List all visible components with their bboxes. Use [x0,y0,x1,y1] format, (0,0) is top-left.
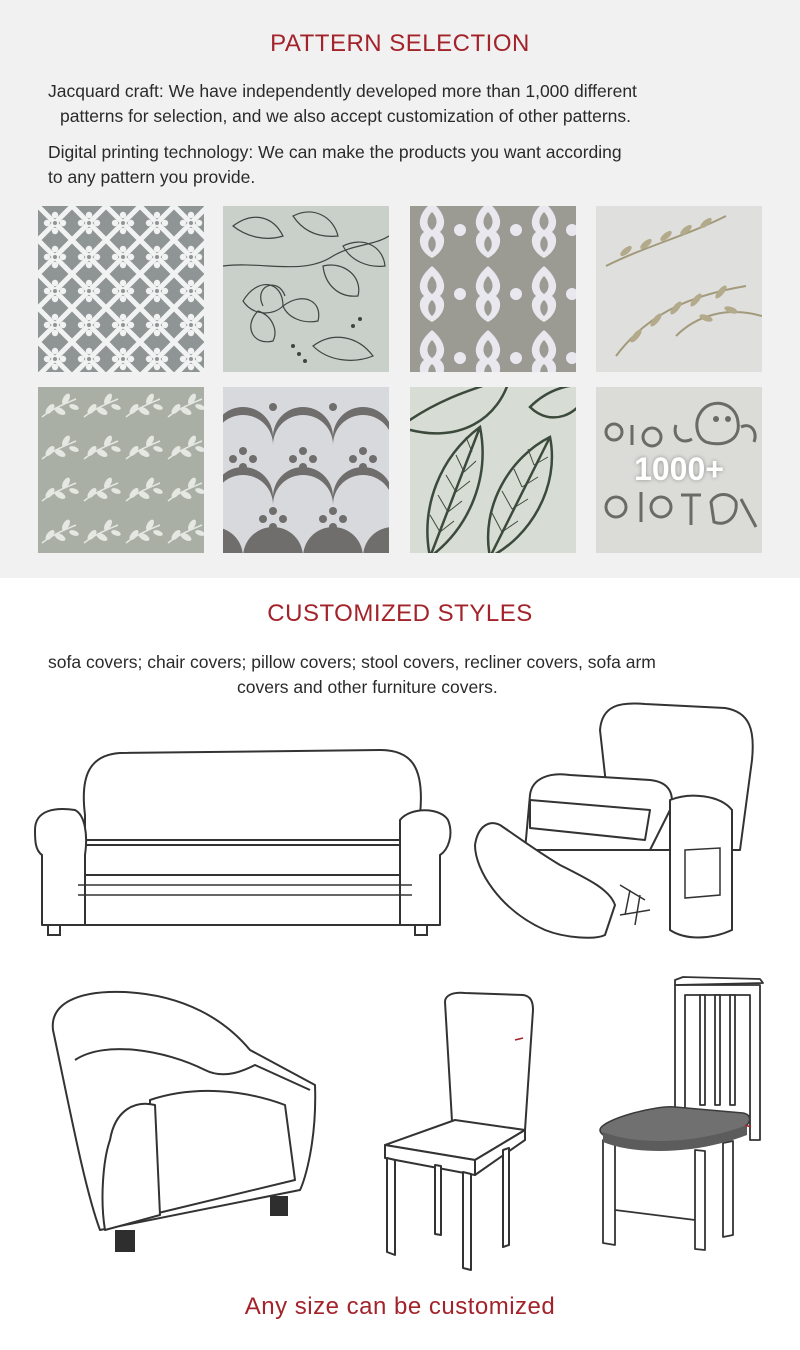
damask-swatch [410,206,576,372]
jacquard-line-2: patterns for selection, and we also accept customization of other patterns. [60,106,632,126]
count-overlay-text: 1000+ [634,451,724,487]
sofa-illustration [30,745,455,945]
styles-section-title: CUSTOMIZED STYLES [267,600,533,627]
big-leaf-swatch [410,387,576,553]
tub-chair-illustration [45,990,320,1260]
styles-desc-line-1: sofa covers; chair covers; pillow covers; stool covers, recliner covers, sofa arm [48,652,656,672]
jacquard-line-1: Jacquard craft: We have independently developed more than 1,000 different [48,81,637,101]
cartoon-swatch [596,387,762,553]
floral-line-swatch [223,206,389,372]
digital-line-1: Digital printing technology: We can make the products you want according [48,142,622,162]
digital-line-2: to any pattern you provide. [48,167,256,187]
scallop-lace-swatch [223,387,389,553]
pattern-section-title: PATTERN SELECTION [270,30,530,57]
pattern-section [0,0,800,578]
fern-swatch [596,206,762,372]
dining-chair-cover-illustration [375,990,535,1275]
customizable-size-tagline: Any size can be customized [244,1293,556,1320]
leaf-vine-swatch [38,387,204,553]
styles-desc-line-2: covers and other furniture covers. [237,677,498,697]
seat-cushion-chair-illustration [595,975,770,1260]
lattice-flower-swatch [38,206,204,372]
recliner-illustration [470,700,765,955]
